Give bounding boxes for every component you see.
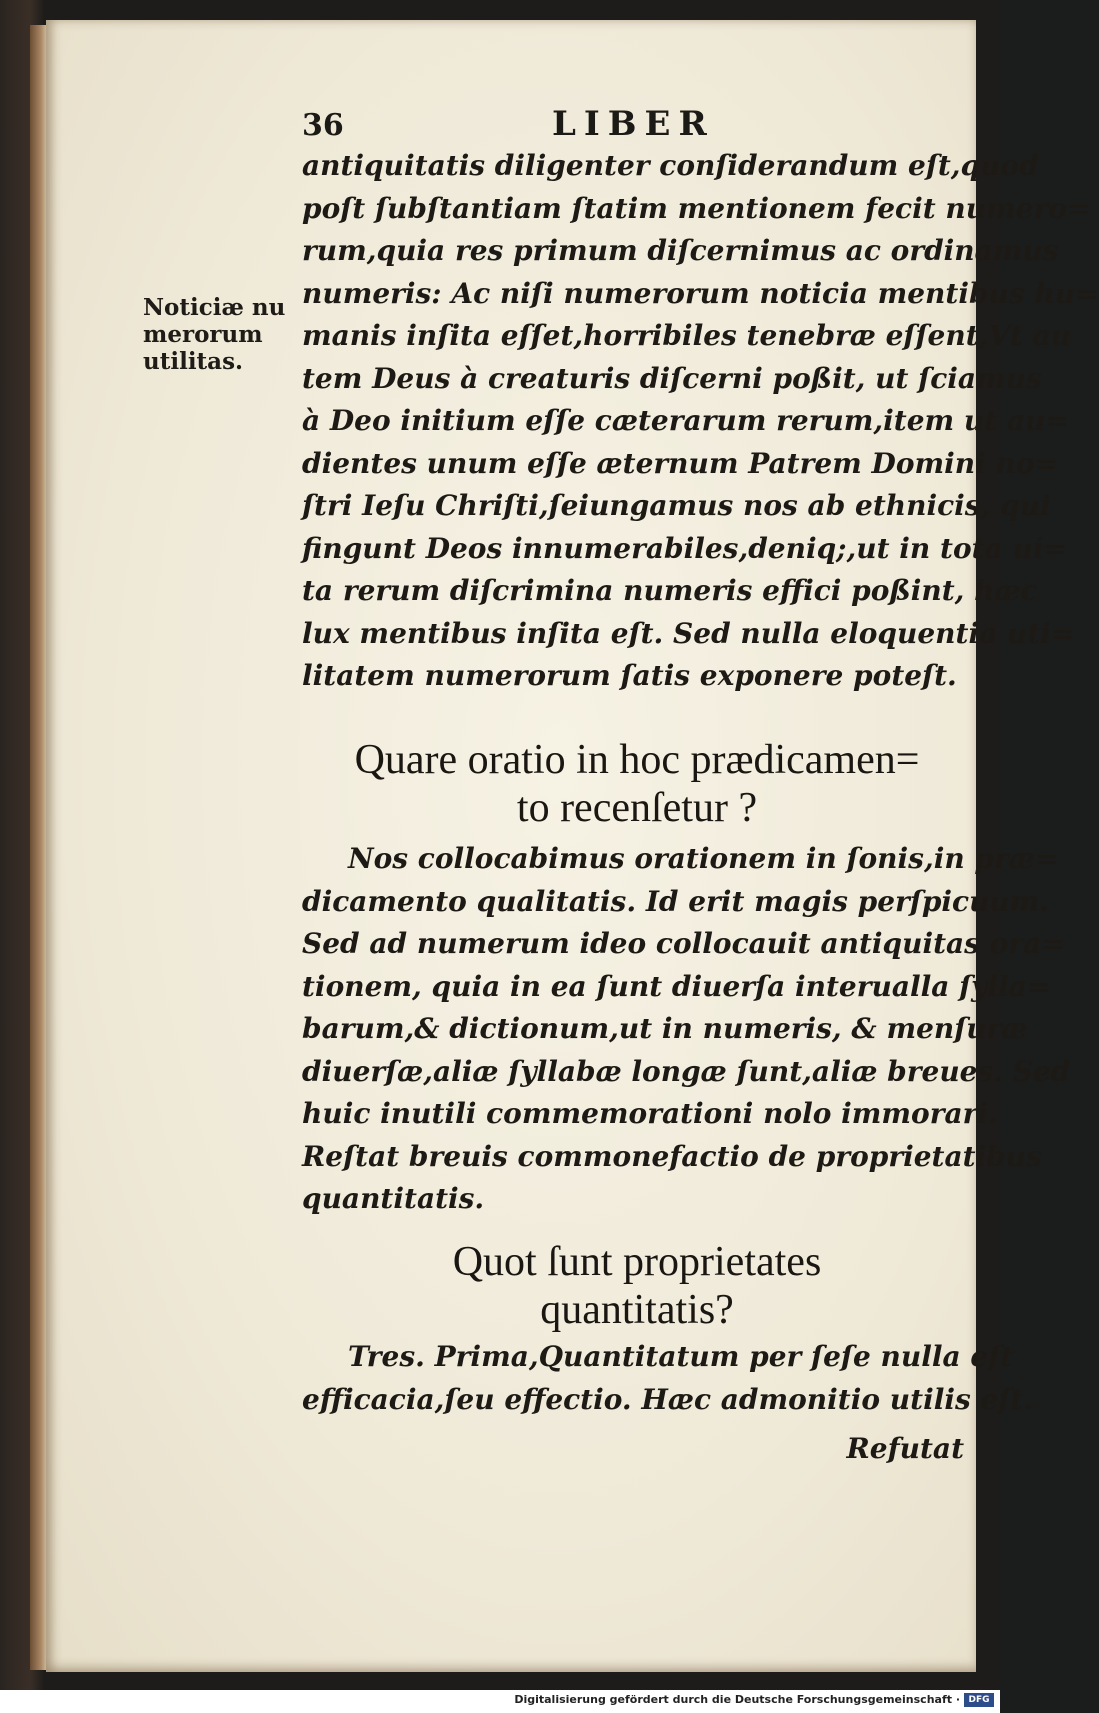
heading-line: Quare oratio in hoc prædicamen= <box>354 737 920 783</box>
marginal-note-line: utilitas. <box>143 348 244 375</box>
text-line: numeris: Ac niſi numerorum noticia mentibus hu= <box>302 276 1099 310</box>
text-line: fingunt Deos innumerabiles,deniq;,ut in tota ui= <box>302 531 1067 565</box>
text-line: barum,& dictionum,ut in numeris, & menſuræ <box>302 1012 1028 1045</box>
text-line: lux mentibus inſita eſt. Sed nulla eloquentia uti= <box>302 616 1075 650</box>
heading-line: to recenſetur ? <box>516 785 758 831</box>
section-heading-1 <box>302 736 972 832</box>
paragraph-2 <box>302 838 1071 1221</box>
text-line: manis inſita eſſet,horribiles tenebræ eſſent,Vt au <box>302 319 1072 352</box>
text-line: à Deo initium eſſe cæterarum rerum,item ut au= <box>302 404 1069 437</box>
catchword: Refutat <box>846 1432 964 1465</box>
heading-line: Quot ſunt proprietates <box>452 1239 822 1285</box>
marginal-note <box>143 294 303 375</box>
paragraph-3 <box>302 1336 1034 1421</box>
dfg-logo: DFG <box>964 1693 994 1707</box>
text-line: antiquitatis diligenter conſiderandum eſt,quod <box>302 149 1039 182</box>
text-line: dicamento qualitatis. Id erit magis perſpicuum. <box>302 884 1050 918</box>
marginal-note-line: Noticiæ nu <box>143 294 286 321</box>
text-line: poſt ſubſtantiam ſtatim mentionem fecit numero= <box>302 191 1091 225</box>
text-line: ſtri Ieſu Chriſti,ſeiungamus nos ab ethnicis, qui <box>302 489 1051 522</box>
digitization-credit: Digitalisierung gefördert durch die Deutsche Forschungsgemeinschaft · <box>514 1693 960 1706</box>
page-number: 36 <box>302 108 344 143</box>
section-heading-2 <box>302 1238 972 1334</box>
text-line: Nos collocabimus orationem in ſonis,in præ= <box>348 842 1059 875</box>
text-line: tionem, quia in ea ſunt diuerſa interualla ſylla= <box>302 969 1051 1003</box>
text-line: Tres. Prima,Quantitatum per ſeſe nulla eſt <box>348 1340 1014 1373</box>
page-header <box>302 104 962 148</box>
paragraph-1 <box>302 145 1099 698</box>
text-line: Sed ad numerum ideo collocauit antiquitas ora= <box>302 927 1065 960</box>
marginal-note-line: merorum <box>143 321 263 348</box>
text-line: huic inutili commemorationi nolo immorari. <box>302 1097 998 1130</box>
text-line: tem Deus à creaturis diſcerni poßit, ut ſciamus <box>302 361 1042 395</box>
text-line: quantitatis. <box>302 1182 485 1215</box>
running-head: LIBER <box>552 104 715 144</box>
text-line: rum,quia res primum diſcernimus ac ordinamus <box>302 234 1059 267</box>
text-line: diuerſæ,aliæ ſyllabæ longæ ſunt,aliæ breues. Sed <box>302 1054 1071 1088</box>
text-line: dientes unum eſſe æternum Patrem Domini no= <box>302 446 1059 480</box>
text-line: Reſtat breuis commonefactio de proprietatibus <box>302 1139 1042 1173</box>
heading-line: quantitatis? <box>540 1287 734 1333</box>
text-line: efficacia,ſeu effectio. Hæc admonitio utilis eſt. <box>302 1382 1034 1416</box>
text-line: ta rerum diſcrimina numeris effici poßint, hæc <box>302 574 1038 607</box>
text-line: litatem numerorum ſatis exponere poteſt. <box>302 659 957 692</box>
